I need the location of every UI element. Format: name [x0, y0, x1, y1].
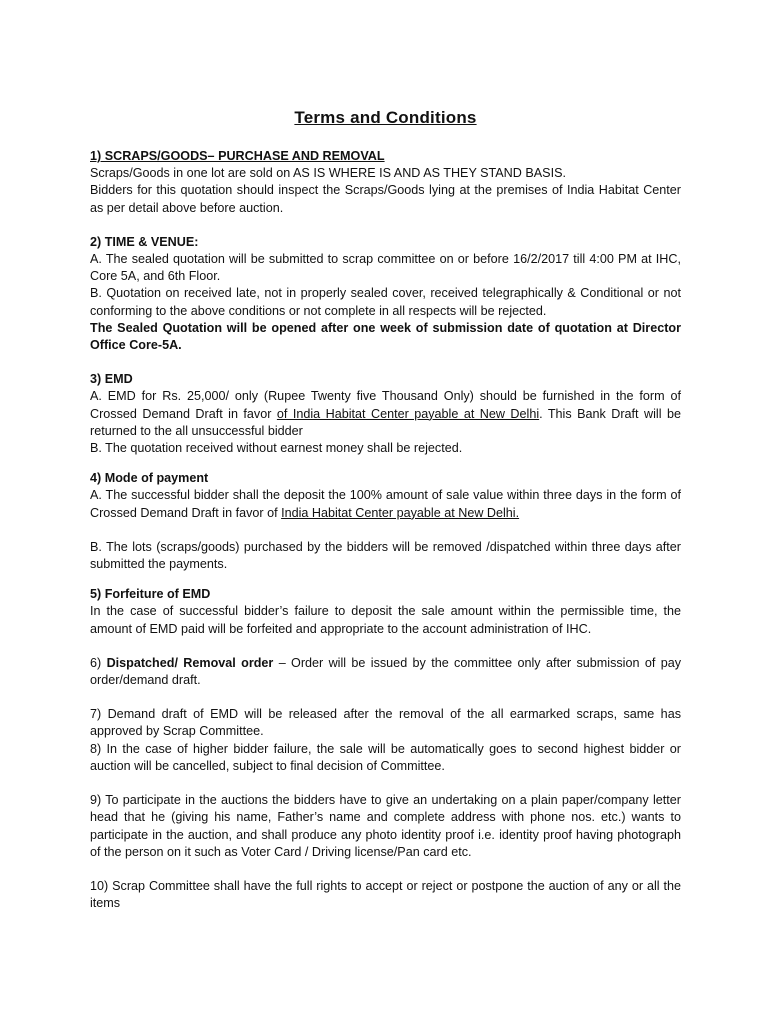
- section-3-para-a-text: A. EMD for Rs. 25,000/ only (Rupee Twenty five Thousand Only) should be furnished in the form of Crossed Demand Draft in favor: [90, 389, 681, 421]
- page-title: Terms and Conditions: [294, 108, 477, 127]
- section-8-para: 8) In the case of higher bidder failure, the sale will be automatically goes to second highest bidder or auction will be cancelled, subject to final decision of Committee.: [90, 741, 681, 773]
- payee-underlined-2: India Habitat Center payable at New Delhi.: [281, 505, 520, 520]
- section-6-bold: Dispatched/ Removal order: [106, 655, 274, 670]
- section-1-heading: 1) SCRAPS/GOODS– PURCHASE AND REMOVAL: [90, 149, 385, 163]
- section-1-para-1: Scraps/Goods in one lot are sold on AS IS WHERE IS AND AS THEY STAND BASIS.: [90, 166, 566, 181]
- section-3-para-a: [90, 388, 681, 440]
- section-9-para: 9) To participate in the auctions the bidders have to give an undertaking on a plain paper/company letter head that he (giving his name, Father’s name and complete address with phone nos. etc.) wants to participate in the auction, and shall produce any photo identity proof i.e. identity proof having photograph of the person on it such as Voter Card / Driving license/Pan card etc.: [90, 793, 681, 859]
- section-3-heading: 3) EMD: [90, 372, 133, 387]
- payee-underlined: of India Habitat Center payable at New Delhi: [276, 406, 540, 421]
- section-6-number: 6): [90, 655, 107, 670]
- section-6-para: [90, 655, 681, 689]
- section-3-para-b: B. The quotation received without earnest money shall be rejected.: [90, 441, 463, 456]
- section-2-heading: 2) TIME & VENUE:: [90, 234, 199, 249]
- section-7-para: 7) Demand draft of EMD will be released after the removal of the all earmarked scraps, same has approved by Scrap Committee.: [90, 707, 681, 739]
- section-2-bold-note: The Sealed Quotation will be opened after one week of submission date of quotation at Director Office Core-5A.: [90, 320, 681, 353]
- section-6-text: – Order will be issued by the committee only after submission of pay order/demand draft.: [90, 655, 681, 688]
- section-1-para-2: Bidders for this quotation should inspect the Scraps/Goods lying at the premises of India Habitat Center as per detail above before auction.: [90, 183, 681, 215]
- section-3-para-a-end: . This Bank Draft will be returned to the all unsuccessful bidder: [90, 406, 681, 438]
- section-4-para-a: [90, 487, 681, 521]
- section-5-para: In the case of successful bidder’s failure to deposit the sale amount within the permissible time, the amount of EMD paid will be forfeited and appropriate to the account administration of IHC.: [90, 604, 681, 636]
- section-10-para: 10) Scrap Committee shall have the full rights to accept or reject or postpone the auction of any or all the items: [90, 878, 681, 911]
- section-4-para-b: B. The lots (scraps/goods) purchased by the bidders will be removed /dispatched within three days after submitted the payments.: [90, 539, 681, 572]
- section-5-heading: 5) Forfeiture of EMD: [90, 587, 211, 602]
- section-4-para-a-text: A. The successful bidder shall the deposit the 100% amount of sale value within three days in the form of Crossed Demand Draft in favor of: [90, 488, 681, 520]
- section-2-para-a: A. The sealed quotation will be submitted to scrap committee on or before 16/2/2017 till 4:00 PM at IHC, Core 5A, and 6th Floor.: [90, 252, 681, 284]
- section-4-heading: 4) Mode of payment: [90, 471, 209, 486]
- section-2-para-b: B. Quotation on received late, not in properly sealed cover, received telegraphically & Conditional or not conforming to the above conditions or not complete in all respects will be rejected.: [90, 286, 681, 318]
